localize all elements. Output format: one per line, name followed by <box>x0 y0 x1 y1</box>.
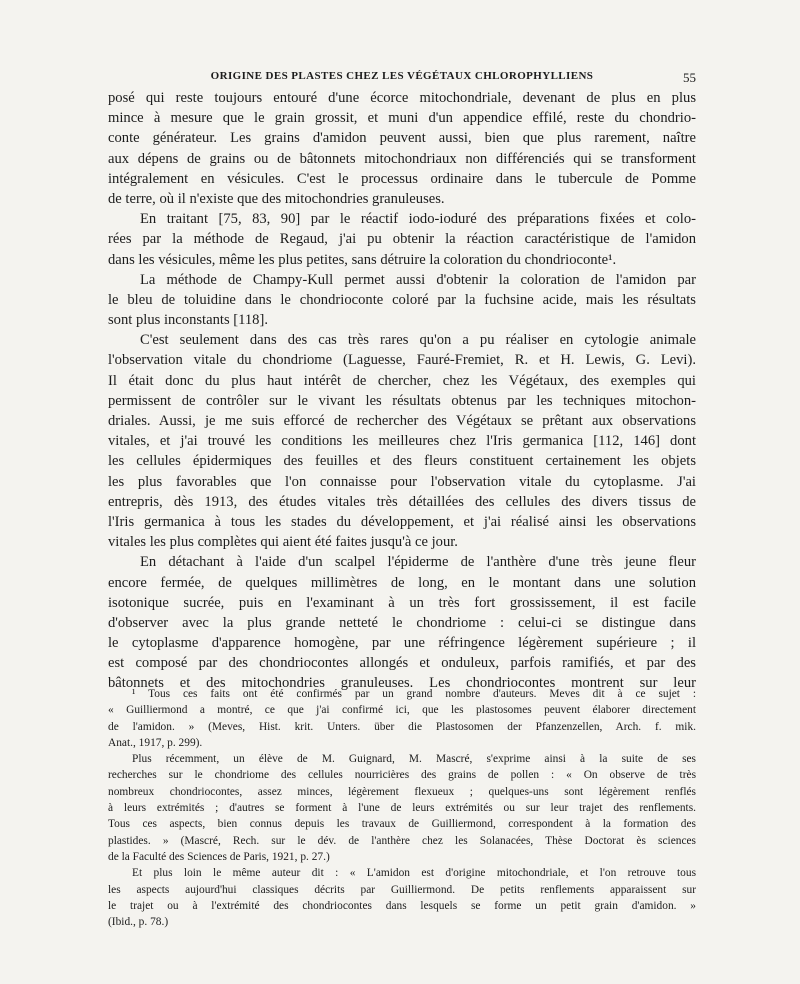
text-line: aux dépens de grains ou de bâtonnets mitochondriaux non différenciés qui se transforment <box>108 150 696 167</box>
footnote <box>108 686 696 930</box>
text-line: bâtonnets et des mitochondries granuleuses. Les chondriocontes montrent sur leur <box>108 675 696 692</box>
text-line: intégralement en vésicules. C'est le processus ordinaire dans le tubercule de Pomme <box>108 170 696 187</box>
running-header <box>108 70 696 88</box>
footnote-line: nombreux chondriocontes, assez minces, légèrement flexueux ; quelques-uns sont légèrement renflés <box>108 785 696 798</box>
footnote-line: Tous ces aspects, bien connus depuis les travaux de Guilliermond, correspondent à la formation des <box>108 818 696 831</box>
text-line: le cytoplasme d'apparence homogène, par une réfringence légèrement supérieure ; il <box>108 635 696 652</box>
text-line: La méthode de Champy-Kull permet aussi d'obtenir la coloration de l'amidon par <box>140 271 696 288</box>
text-line: l'observation vitale du chondriome (Laguesse, Fauré-Fremiet, R. et H. Lewis, G. Levi). <box>108 352 696 369</box>
footnote-line: Et plus loin le même auteur dit : « L'amidon est d'origine mitochondriale, et l'on retrouve tous <box>132 867 696 880</box>
text-line: encore fermée, de quelques millimètres de long, en le montant dans une solution <box>108 574 696 591</box>
text-line: isotonique sucrée, puis en l'examinant à un très fort grossissement, il est facile <box>108 594 696 611</box>
text-line: En détachant à l'aide d'un scalpel l'épiderme de l'anthère d'une très jeune fleur <box>140 554 696 571</box>
footnote-line: les aspects aujourd'hui classiques décrits par Guilliermond. De petits renflements apparaissent sur <box>108 883 696 896</box>
footnote-line: « Guilliermond a montré, ce que j'ai confirmé ici, que les plastosomes peuvent élaborer directement <box>108 704 696 717</box>
running-title: ORIGINE DES PLASTES CHEZ LES VÉGÉTAUX CHLOROPHYLLIENS <box>210 70 594 82</box>
footnote-line: de la Faculté des Sciences de Paris, 1921, p. 27.) <box>108 850 330 863</box>
text-line: C'est seulement dans des cas très rares qu'on a pu réaliser en cytologie animale <box>140 332 696 349</box>
text-line: le bleu de toluidine dans le chondrioconte coloré par la fuchsine acide, mais les résultats <box>108 291 696 308</box>
text-line: driales. Aussi, je me suis efforcé de rechercher des Végétaux se prêtant aux observations <box>108 413 696 429</box>
footnote-line: Plus récemment, un élève de M. Guignard, M. Mascré, s'exprime ainsi à la suite de ses <box>132 753 696 766</box>
text-line: les plus favorables que l'on connaisse pour l'observation vitale du cytoplasme. J'ai <box>108 473 696 490</box>
text-line: dans les vésicules, même les plus petites, sans détruire la coloration du chondrioconte¹. <box>108 251 617 268</box>
text-line: Il était donc du plus haut intérêt de chercher, chez les Végétaux, des exemples qui <box>108 372 696 389</box>
footnote-line: ¹ Tous ces faits ont été confirmés par un grand nombre d'auteurs. Meves dit à ce sujet : <box>132 688 696 700</box>
text-line: vitales les plus complètes qui aient été faites jusqu'à ce jour. <box>108 534 458 551</box>
text-line: l'Iris germanica à tous les stades du développement, et j'ai réalisé ainsi les observations <box>108 513 696 530</box>
text-line: posé qui reste toujours entouré d'une écorce mitochondriale, devenant de plus en plus <box>108 90 696 106</box>
text-line: est composé par des chondriocontes allongés et onduleux, parfois ramifiés, et par des <box>108 655 696 672</box>
text-line: permissent de contrôler sur le vivant les résultats obtenus par les techniques mitochon- <box>108 392 696 409</box>
text-line: de terre, où il n'existe que des mitochondries granuleuses. <box>108 190 445 207</box>
text-line: En traitant [75, 83, 90] par le réactif iodo-ioduré des préparations fixées et colo- <box>140 211 696 228</box>
main-text <box>108 88 696 694</box>
footnote-line: recherches sur le chondriome des cellules nourricières des grains de pollen : « On observe de très <box>108 769 696 782</box>
text-line: vitales, et j'ai trouvé les conditions les meilleures chez l'Iris germanica [112, 146] dont <box>108 433 696 450</box>
footnote-line: à leurs extrémités ; d'autres se forment à l'une de leurs extrémités ou sur leur trajet des renflements. <box>108 802 696 815</box>
footnote-line: de l'amidon. » (Meves, Hist. krit. Unters. über die Plastosomen der Pfanzenzellen, Arch. f. mik. <box>108 720 696 733</box>
text-line: rées par la méthode de Regaud, j'ai pu obtenir la réaction caractéristique de l'amidon <box>108 231 696 248</box>
text-line: conte générateur. Les grains d'amidon peuvent aussi, bien que plus rarement, naître <box>108 130 696 147</box>
footnote-line: le trajet ou à l'extrémité des chondriocontes dans lesquels se forme un petit grain d'amidon. » <box>108 899 696 912</box>
text-line: mince à mesure que le grain grossit, et muni d'un appendice effilé, reste du chondrio- <box>108 110 696 127</box>
text-line: d'observer avec la plus grande netteté le chondriome : celui-ci se distingue dans <box>108 614 696 631</box>
footnote-line: Anat., 1917, p. 299). <box>108 736 203 749</box>
footnote-line: plastides. » (Mascré, Rech. sur le dév. de l'anthère chez les Solanacées, Thèse Doctorat ès sciences <box>108 834 696 847</box>
footnote-line: (Ibid., p. 78.) <box>108 916 169 929</box>
text-line: les cellules épidermiques des feuilles et des fleurs constituent certainement les objets <box>108 453 696 470</box>
text-line: sont plus inconstants [118]. <box>108 312 268 329</box>
page-number: 55 <box>683 70 696 85</box>
text-line: entrepris, dès 1913, des études vitales très détaillées des cellules des divers tissus de <box>108 493 696 510</box>
